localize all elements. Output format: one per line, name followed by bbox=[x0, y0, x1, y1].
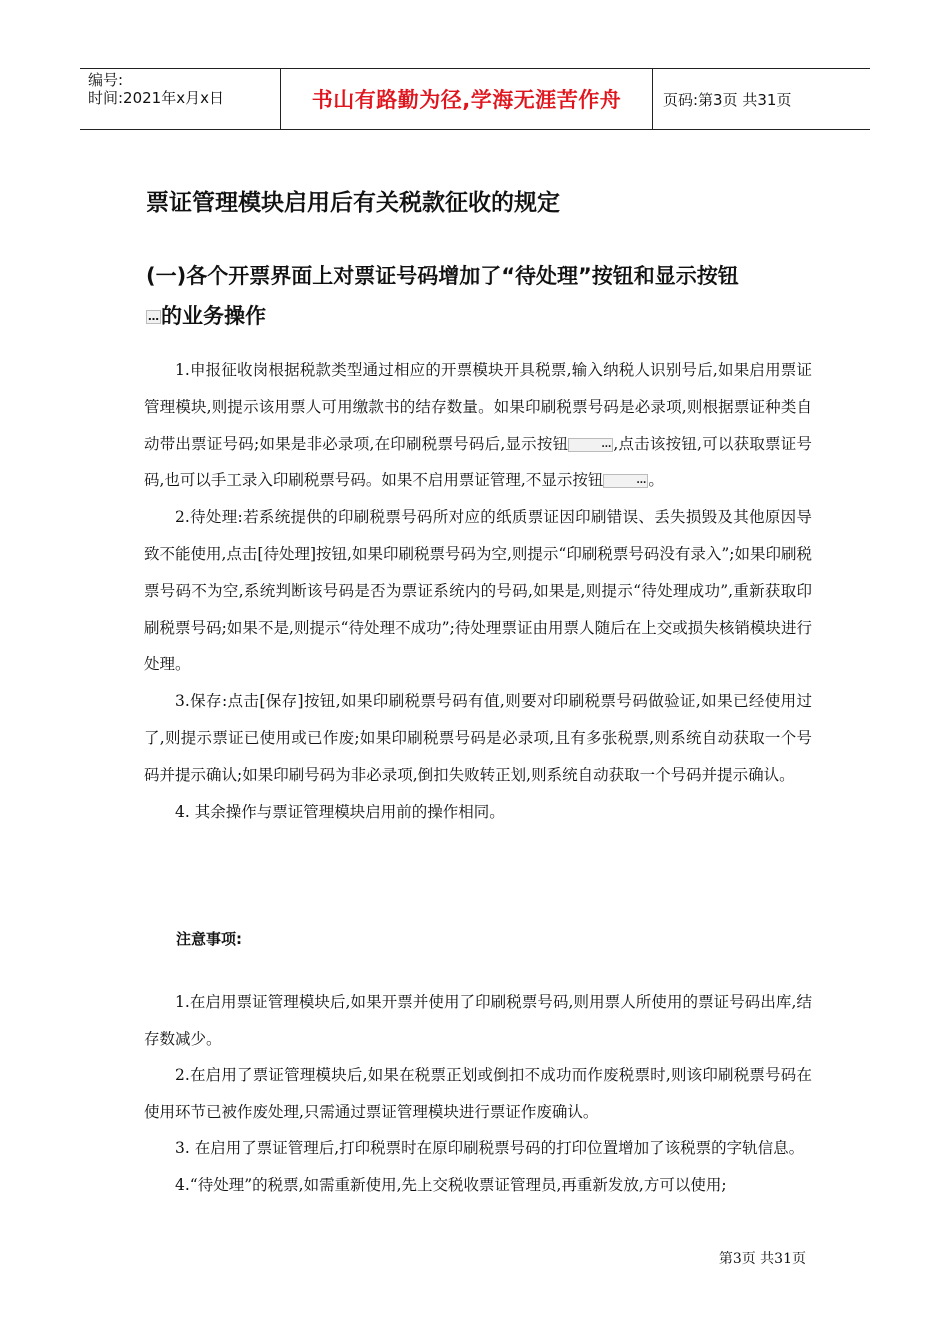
section-heading bbox=[146, 256, 826, 336]
document-title: 票证管理模块启用后有关税款征收的规定 bbox=[146, 190, 560, 216]
page-footer: 第3页 共31页 bbox=[718, 1251, 806, 1267]
ellipsis-button-icon: … bbox=[148, 310, 159, 323]
paragraph-4: 4. 其余操作与票证管理模块启用前的操作相同。 bbox=[175, 802, 505, 821]
header-page-cell bbox=[653, 69, 870, 129]
ellipsis-button-icon: … bbox=[568, 438, 613, 452]
header-meta bbox=[80, 69, 281, 129]
header-motto: 书山有路勤为径,学海无涯苦作舟 bbox=[311, 88, 622, 112]
header-motto-cell bbox=[281, 69, 653, 129]
note-item: 4.“待处理”的税票,如需重新使用,先上交税收票证管理员,再重新发放,方可以使用; bbox=[175, 1175, 727, 1194]
paragraph-1-b: ,点击该按钮,可以获取票证号码,也可以手工录入印刷税票号码。如果不启用票证管理,不显示按钮 bbox=[144, 434, 812, 490]
ellipsis-button-icon: … bbox=[603, 474, 648, 488]
paragraph-3: 3.保存:点击[保存]按钮,如果印刷税票号码有值,则要对印刷税票号码做验证,如果已经使用过了,则提示票证已使用或已作废;如果印刷税票号码是必录项,且有多张税票,则系统自动获取一个号码并提示确认;如果印刷号码为非必录项,倒扣失败转正划,则系统自动获取一个号码并提示确认。 bbox=[144, 692, 812, 784]
paragraph-1-a: 1.申报征收岗根据税款类型通过相应的开票模块开具税票,输入纳税人识别号后,如果启用票证管理模块,则提示该用票人可用缴款书的结存数量。如果印刷税票号码是必录项,则根据票证种类自动带出票证号码;如果是非必录项,在印刷税票号码后,显示按钮 bbox=[144, 361, 812, 453]
paragraph-2: 2.待处理:若系统提供的印刷税票号码所对应的纸质票证因印刷错误、丢失损毁及其他原因导致不能使用,点击[待处理]按钮,如果印刷税票号码为空,则提示“印刷税票号码没有录入”;如果印刷税票号码不为空,系统判断该号码是否为票证系统内的号码,如果是,则提示“待处理成功”,重新获取印刷税票号码;如果不是,则提示“待处理不成功”;待处理票证由用票人随后在上交或损失核销模块进行处理。 bbox=[144, 508, 812, 674]
note-item: 2.在启用了票证管理模块后,如果在税票正划或倒扣不成功而作废税票时,则该印刷税票号码在使用环节已被作废处理,只需通过票证管理模块进行票证作废确认。 bbox=[144, 1066, 812, 1121]
header-page-number: 页码:第3页 共31页 bbox=[663, 90, 792, 109]
paragraph-1-c: 。 bbox=[648, 471, 664, 490]
notes-heading: 注意事项: bbox=[176, 930, 242, 948]
paragraph-1 bbox=[144, 352, 812, 499]
notes-list bbox=[144, 984, 812, 1203]
note-item: 3. 在启用了票证管理后,打印税票时在原印刷税票号码的打印位置增加了该税票的字轨信息。 bbox=[175, 1139, 805, 1157]
header-time: 时间:2021年x月x日 bbox=[88, 89, 224, 107]
header-number: 编号: bbox=[88, 71, 124, 89]
section-heading-part2: 的业务操作 bbox=[161, 304, 266, 328]
page-header bbox=[80, 68, 870, 130]
body-paragraphs bbox=[144, 352, 812, 830]
section-heading-part1: (一)各个开票界面上对票证号码增加了“待处理”按钮和显示按钮 bbox=[146, 264, 739, 288]
note-item: 1.在启用票证管理模块后,如果开票并使用了印刷税票号码,则用票人所使用的票证号码出库,结存数减少。 bbox=[144, 993, 812, 1048]
